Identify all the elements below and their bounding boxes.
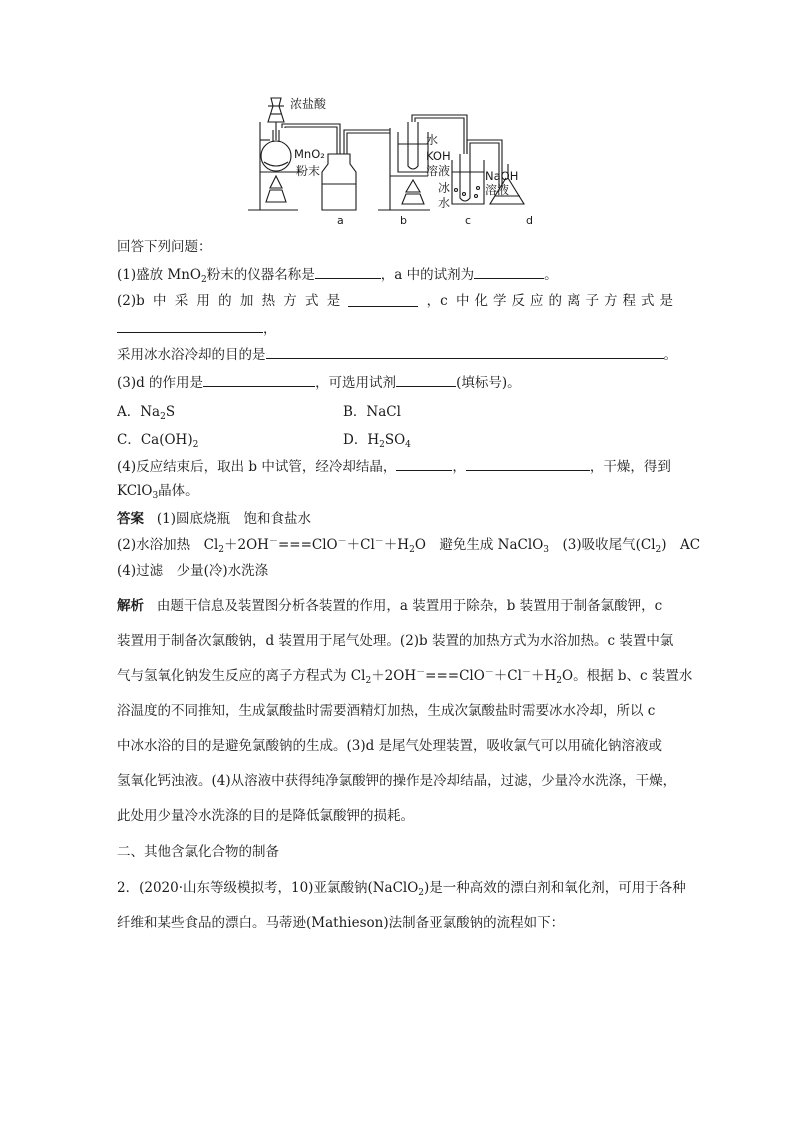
wash-bottle-a — [322, 130, 390, 210]
answer-line-3: (4)过滤 少量(冷)水洗涤 — [117, 563, 269, 579]
analysis-line-5: 中冰水浴的目的是避免氯酸钠的生成。(3)d 是尾气处理装置，吸收氯气可以用硫化钠溶液或 — [117, 738, 663, 754]
label-koh-solution: 溶液 — [426, 164, 451, 178]
label-conc-hcl: 浓盐酸 — [290, 97, 327, 111]
section-heading: 二、其他含氯化合物的制备 — [117, 844, 279, 860]
question-prompt: 回答下列问题： — [117, 239, 212, 255]
option-c[interactable]: C．$Ca(OH)_2$ — [117, 432, 199, 450]
analysis-line-6: 氢氧化钙浊液。(4)从溶液中获得纯净氯酸钾的操作是冷却结晶，过滤，少量冷水洗涤，干燥， — [117, 773, 677, 789]
label-naoh-solution: 溶液 — [485, 183, 510, 197]
separatory-funnel — [268, 98, 284, 140]
answer-blank-1b[interactable] — [474, 264, 544, 279]
question-4: (4)反应结束后，取出 b 中试管，经冷却结晶， ， ，干燥，得到 — [117, 456, 671, 476]
question-2: (2)b 中 采 用 的 加 热 方 式 是 ，c 中化学反应的离子方程式是 — [117, 293, 678, 309]
label-water: 水 — [426, 133, 439, 147]
apparatus-diagram — [240, 92, 550, 227]
question-2-continued: ， — [117, 318, 277, 338]
analysis-line-3: 气与氢氧化钠发生反应的离子方程式为 $Cl_2+2OH^-===ClO^-+Cl^-+H_2O$。根据 b、c 装置水 — [117, 667, 693, 686]
answer-blank-2a[interactable] — [348, 292, 418, 307]
alcohol-lamp-1 — [266, 176, 286, 202]
label-a: a — [337, 214, 344, 227]
label-c: c — [465, 214, 472, 227]
question-4-continued: KClO$_3$晶体。 — [117, 483, 199, 501]
label-b: b — [400, 214, 407, 227]
label-d: d — [526, 214, 533, 227]
analysis-line-4: 浴温度的不同推知，生成氯酸盐时需要酒精灯加热，生成次氯酸盐时需要冰水冷却，所以 c — [117, 703, 656, 719]
option-b[interactable]: B．NaCl — [343, 404, 401, 420]
option-a[interactable]: A．$Na_2S$ — [117, 404, 176, 422]
answer-blank-3a[interactable] — [203, 372, 315, 387]
answer-blank-4a[interactable] — [396, 456, 452, 471]
answer-blank-2b[interactable] — [117, 318, 263, 333]
label-ice: 冰 — [438, 181, 451, 195]
analysis-label: 解析 — [117, 598, 144, 614]
answer-line-1: 答案 (1)圆底烧瓶 饱和食盐水 — [117, 511, 311, 527]
option-d[interactable]: D．$H_2SO_4$ — [343, 432, 411, 450]
question-1: (1)盛放 MnO$_2$粉末的仪器名称是 ，a 中的试剂为 。 — [117, 264, 558, 284]
question-3: (3)d 的作用是 ，可选用试剂 (填标号)。 — [117, 372, 521, 392]
analysis-line-2: 装置用于制备次氯酸钠，d 装置用于尾气处理。(2)b 装置的加热方式为水浴加热。c 装置中氯 — [117, 633, 674, 649]
label-naoh: NaOH — [485, 169, 519, 183]
label-ice-water: 水 — [438, 196, 451, 210]
analysis-line-1: 解析 由题干信息及装置图分析各装置的作用，a 装置用于除杂，b 装置用于制备氯酸钾，c — [117, 598, 663, 614]
next-question-line-2: 纤维和某些食品的漂白。马蒂逊(Mathieson)法制备亚氯酸钠的流程如下： — [117, 915, 565, 931]
question-2-ice-bath: 采用冰水浴冷却的目的是 。 — [117, 344, 677, 364]
answer-label: 答案 — [117, 511, 144, 527]
label-powder: 粉末 — [296, 164, 321, 178]
next-question-line-1: 2．(2020·山东等级模拟考，10)亚氯酸钠(NaClO$_2$)是一种高效的漂白剂和氧化剂，可用于各种 — [117, 880, 686, 898]
analysis-line-7: 此处用少量冷水洗涤的目的是降低氯酸钾的损耗。 — [117, 808, 414, 824]
answer-line-2: (2)水浴加热 $Cl_2+2OH^-===ClO^-+Cl^-+H_2O$ 避免生成 NaClO$_3$ (3)吸收尾气$(Cl_2)$ AC — [117, 536, 701, 555]
label-mno2: MnO₂ — [294, 147, 325, 161]
label-koh: KOH — [426, 149, 451, 163]
answer-blank-4b[interactable] — [466, 456, 590, 471]
answer-blank-3b[interactable] — [396, 372, 456, 387]
answer-blank-1a[interactable] — [315, 264, 381, 279]
answer-blank-2c[interactable] — [266, 344, 664, 359]
